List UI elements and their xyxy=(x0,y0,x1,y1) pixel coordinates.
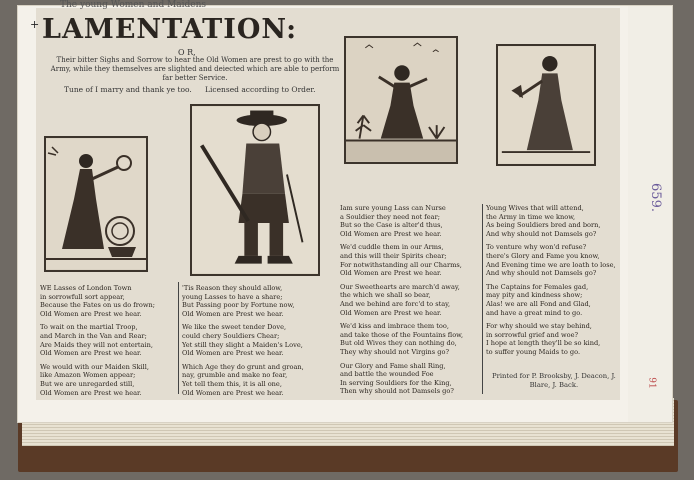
ballad-title: LAMENTATION: xyxy=(42,14,298,45)
stanza: The Captains for Females gad, may pity and kindness show; Alas! we are all Fond and Glad, and have a great mind to go. xyxy=(486,282,591,317)
plus-mark: + xyxy=(30,18,40,31)
stanza: We'd kiss and imbrace them too, and take those of the Fountains flow, But old Wives they can nothing do, They why should not Virgins go? xyxy=(340,322,464,356)
woodcut-lady-fan xyxy=(496,44,596,166)
stanza: For why should we stay behind, in sorrowful grief and woe? I hope at length they'll be so kind, to suffer young Maids to go. xyxy=(486,322,601,356)
stanza: We like the sweet tender Dove, could chery Souldiers Chear; Yet still they slight a Maiden's Love, Old Women are Prest we hear. xyxy=(182,323,303,358)
ink-page-number: 91 xyxy=(646,377,657,389)
stanza: To venture why won'd refuse? there's Glory and Fame you know, And Evening time we are loath to lose, And why should not Damsels go? xyxy=(486,243,616,278)
ballad-subtitle: Their bitter Sighs and Sorrow to hear the Old Women are prest to go with the Army, while they themselves are slighted and deiected which are able to perform far better Service. xyxy=(50,56,340,82)
column-divider xyxy=(482,204,483,394)
licence-line: Licensed according to Order. xyxy=(205,85,316,94)
woodcut-woman-peacock xyxy=(44,136,148,272)
stanza: Which Age they do grunt and groan, nay, grumble and make no fear, Yet tell them this, it is all one, Old Women are Prest we hear. xyxy=(182,362,304,397)
verse-column-2 xyxy=(182,284,304,402)
stanza: WE Lasses of London Town in sorrowfull sort appear, Because the Fates on us do frown; Old Women are Prest we hear. xyxy=(40,284,155,318)
verse-column-3 xyxy=(340,204,463,401)
woman-peacock-illustration xyxy=(46,138,146,270)
stanza: We would with our Maiden Skill, like Amazon Women appear; But we are unregarded still, Old Women are Prest we hear. xyxy=(40,362,149,397)
column-divider xyxy=(178,282,179,394)
verse-column-4 xyxy=(486,204,616,362)
stanza: Our Sweethearts are march'd away, the which we shall so bear, And we behind are forc'd to stay, Old Women are Prest we hear. xyxy=(340,282,460,317)
imprint-line-2: Blare, J. Back. xyxy=(529,381,579,389)
soldier-illustration xyxy=(192,106,318,274)
stanza: Young Wives that will attend, the Army in time we know, As being Souldiers bred and born, And why should not Damsels go? xyxy=(486,204,601,238)
page-margin xyxy=(628,6,672,422)
woman-garden-illustration xyxy=(346,38,456,162)
cropped-top-line: The young Women and Maidens xyxy=(60,0,207,10)
stanza: We'd cuddle them in our Arms, and this will their Spirits chear; For notwithstanding all our Charms, Old Women are Prest we hear. xyxy=(340,243,462,278)
imprint xyxy=(492,372,616,390)
woodcut-woman-garden xyxy=(344,36,458,164)
stanza: 'Tis Reason they should allow, young Lasses to have a share; But Passing poor by Fortune now, Old Women are Prest we hear. xyxy=(182,284,295,318)
stanza: Our Glory and Fame shall Ring, and battle the wounded Foe In serving Souldiers for the King, Then why should not Damsels go? xyxy=(340,361,454,396)
stanza: Iam sure young Lass can Nurse a Souldier they need not fear; But so the Case is alter'd thus, Old Women are Prest we hear. xyxy=(340,204,446,238)
stanza: To wait on the martial Troop, and March in the Van and Rear; Are Maids they will not entertain, Old Women are Prest we hear. xyxy=(40,323,153,358)
tune-line: Tune of I marry and thank ye too. xyxy=(64,85,192,94)
woodcut-soldier xyxy=(190,104,320,276)
title-or: O R, xyxy=(178,48,196,57)
pencil-shelf-number: 659. xyxy=(647,183,663,212)
verse-column-1 xyxy=(40,284,155,402)
lady-fan-illustration xyxy=(498,46,594,164)
imprint-line-1: Printed for P. Brooksby, J. Deacon, J. xyxy=(492,372,616,380)
